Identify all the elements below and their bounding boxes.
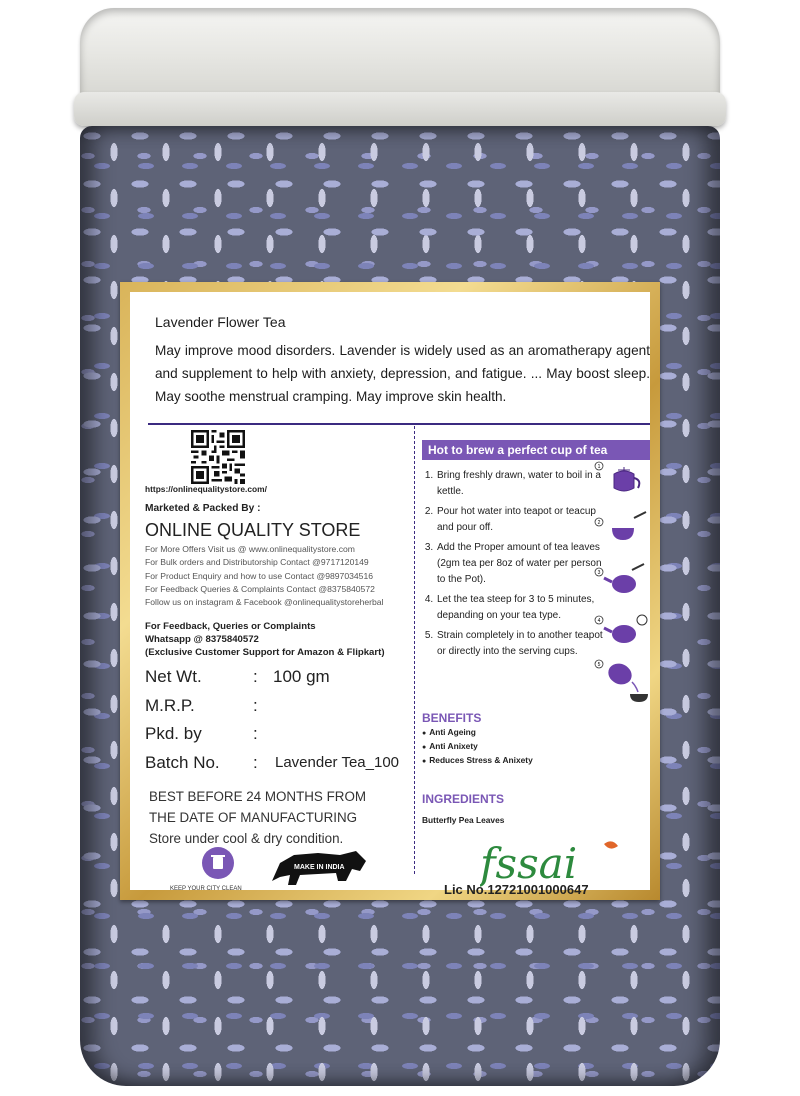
- product-label: [120, 282, 660, 900]
- list-item: 5. Strain completely in to another teapot or directly into the serving cups.: [436, 628, 611, 660]
- spec-separator: :: [253, 752, 258, 772]
- spec-separator: :: [253, 695, 258, 715]
- brew-heading: Hot to brew a perfect cup of tea: [422, 440, 650, 460]
- divider-vertical: [414, 426, 415, 874]
- website-url: https://onlinequalitystore.com/: [145, 484, 267, 494]
- spec-separator: :: [253, 724, 258, 743]
- steep-icon: [595, 615, 647, 643]
- spec-key: Pkd. by: [145, 724, 202, 743]
- keep-city-clean-text: KEEP YOUR CITY CLEAN: [170, 886, 242, 892]
- spec-value: Lavender Tea_100: [275, 753, 399, 771]
- contact-line: For Feedback Queries & Complaints Contact @8375840572: [145, 583, 375, 594]
- feedback-line: Whatsapp @ 8375840572: [145, 634, 259, 646]
- spec-row-batch: [145, 749, 415, 778]
- list-item: ● Reduces Stress & Anixety: [422, 754, 642, 768]
- license-number: Lic No.12721001000647: [444, 882, 589, 897]
- kettle-icon: [595, 462, 639, 491]
- spec-row-packed-by: [145, 720, 415, 749]
- serve-cup-icon: [595, 660, 648, 702]
- spec-key: Net Wt.: [145, 667, 202, 686]
- list-item: 2. Pour hot water into teapot or teacup and pour off.: [436, 504, 611, 536]
- storage-line: BEST BEFORE 24 MONTHS FROM: [149, 789, 367, 804]
- label-panel: [130, 292, 650, 897]
- spec-key: Batch No.: [145, 752, 220, 772]
- brew-illustrations: [594, 460, 654, 710]
- product-description: May improve mood disorders. Lavender is widely used as an aromatherapy agent and supplement to help with anxiety, depression, and fatigue. ... May boost sleep. May soothe menstrual cramping. May improve skin health.: [155, 343, 650, 404]
- contact-line: For More Offers Visit us @ www.onlinequalitystore.com: [145, 544, 355, 554]
- spec-value: 100 gm: [273, 667, 330, 686]
- divider-horizontal: [148, 423, 650, 425]
- step-number: 1: [597, 464, 601, 470]
- contact-line: Follow us on instagram & Facebook @onlinequalitystoreherbal: [145, 597, 384, 608]
- step-number: 3: [597, 570, 601, 576]
- keep-city-clean-icon: [170, 845, 270, 893]
- spec-key: M.R.P.: [145, 695, 195, 715]
- storage-line: Store under cool & dry condition.: [149, 831, 344, 846]
- fssai-wordmark: fssai: [480, 839, 578, 888]
- benefits-list: [422, 726, 642, 768]
- storage-info: [149, 786, 414, 849]
- ingredients-heading: INGREDIENTS: [422, 792, 505, 806]
- product-specs: [145, 663, 415, 777]
- teapot-leaves-icon: [595, 564, 644, 593]
- marketed-by-label: Marketed & Packed By :: [145, 503, 261, 514]
- step-number: 5: [597, 662, 601, 668]
- spec-row-mrp: [145, 692, 415, 721]
- make-in-india-text: MAKE IN INDIA: [294, 864, 345, 871]
- pour-icon: [595, 512, 646, 540]
- make-in-india-icon: [270, 845, 370, 893]
- contact-line: For Product Enquiry and how to use Contact @9897034516: [145, 570, 374, 581]
- product-title: Lavender Flower Tea: [155, 314, 286, 330]
- contact-list: [145, 543, 410, 609]
- qr-code-icon: [191, 430, 245, 484]
- intro-section: [155, 314, 650, 408]
- list-item: ● Anti Ageing: [422, 726, 642, 740]
- spec-separator: :: [253, 667, 258, 686]
- list-item: ● Anti Anixety: [422, 740, 642, 754]
- compliance-icons: [170, 845, 380, 895]
- feedback-block: [145, 620, 410, 660]
- list-item: 3. Add the Proper amount of tea leaves (2gm tea per 8oz of water per person to the Pot).: [436, 540, 611, 588]
- step-number: 2: [597, 520, 601, 526]
- step-number: 4: [597, 618, 601, 624]
- feedback-line: (Exclusive Customer Support for Amazon & Flipkart): [145, 647, 385, 659]
- spec-row-net-weight: [145, 663, 415, 692]
- contact-line: For Bulk orders and Distributorship Contact @9717120149: [145, 557, 369, 568]
- store-name: ONLINE QUALITY STORE: [145, 520, 361, 540]
- brew-steps: [422, 468, 611, 664]
- list-item: 1. Bring freshly drawn, water to boil in a kettle.: [436, 468, 611, 500]
- storage-line: THE DATE OF MANUFACTURING: [149, 810, 358, 825]
- ingredients-text: Butterfly Pea Leaves: [422, 815, 505, 825]
- feedback-line: For Feedback, Queries or Complaints: [145, 621, 316, 632]
- list-item: 4. Let the tea steep for 3 to 5 minutes, depanding on your tea type.: [436, 592, 611, 624]
- fssai-logo-icon: [480, 838, 630, 888]
- benefits-heading: BENEFITS: [422, 711, 482, 725]
- jar-lid-rim: [74, 92, 726, 126]
